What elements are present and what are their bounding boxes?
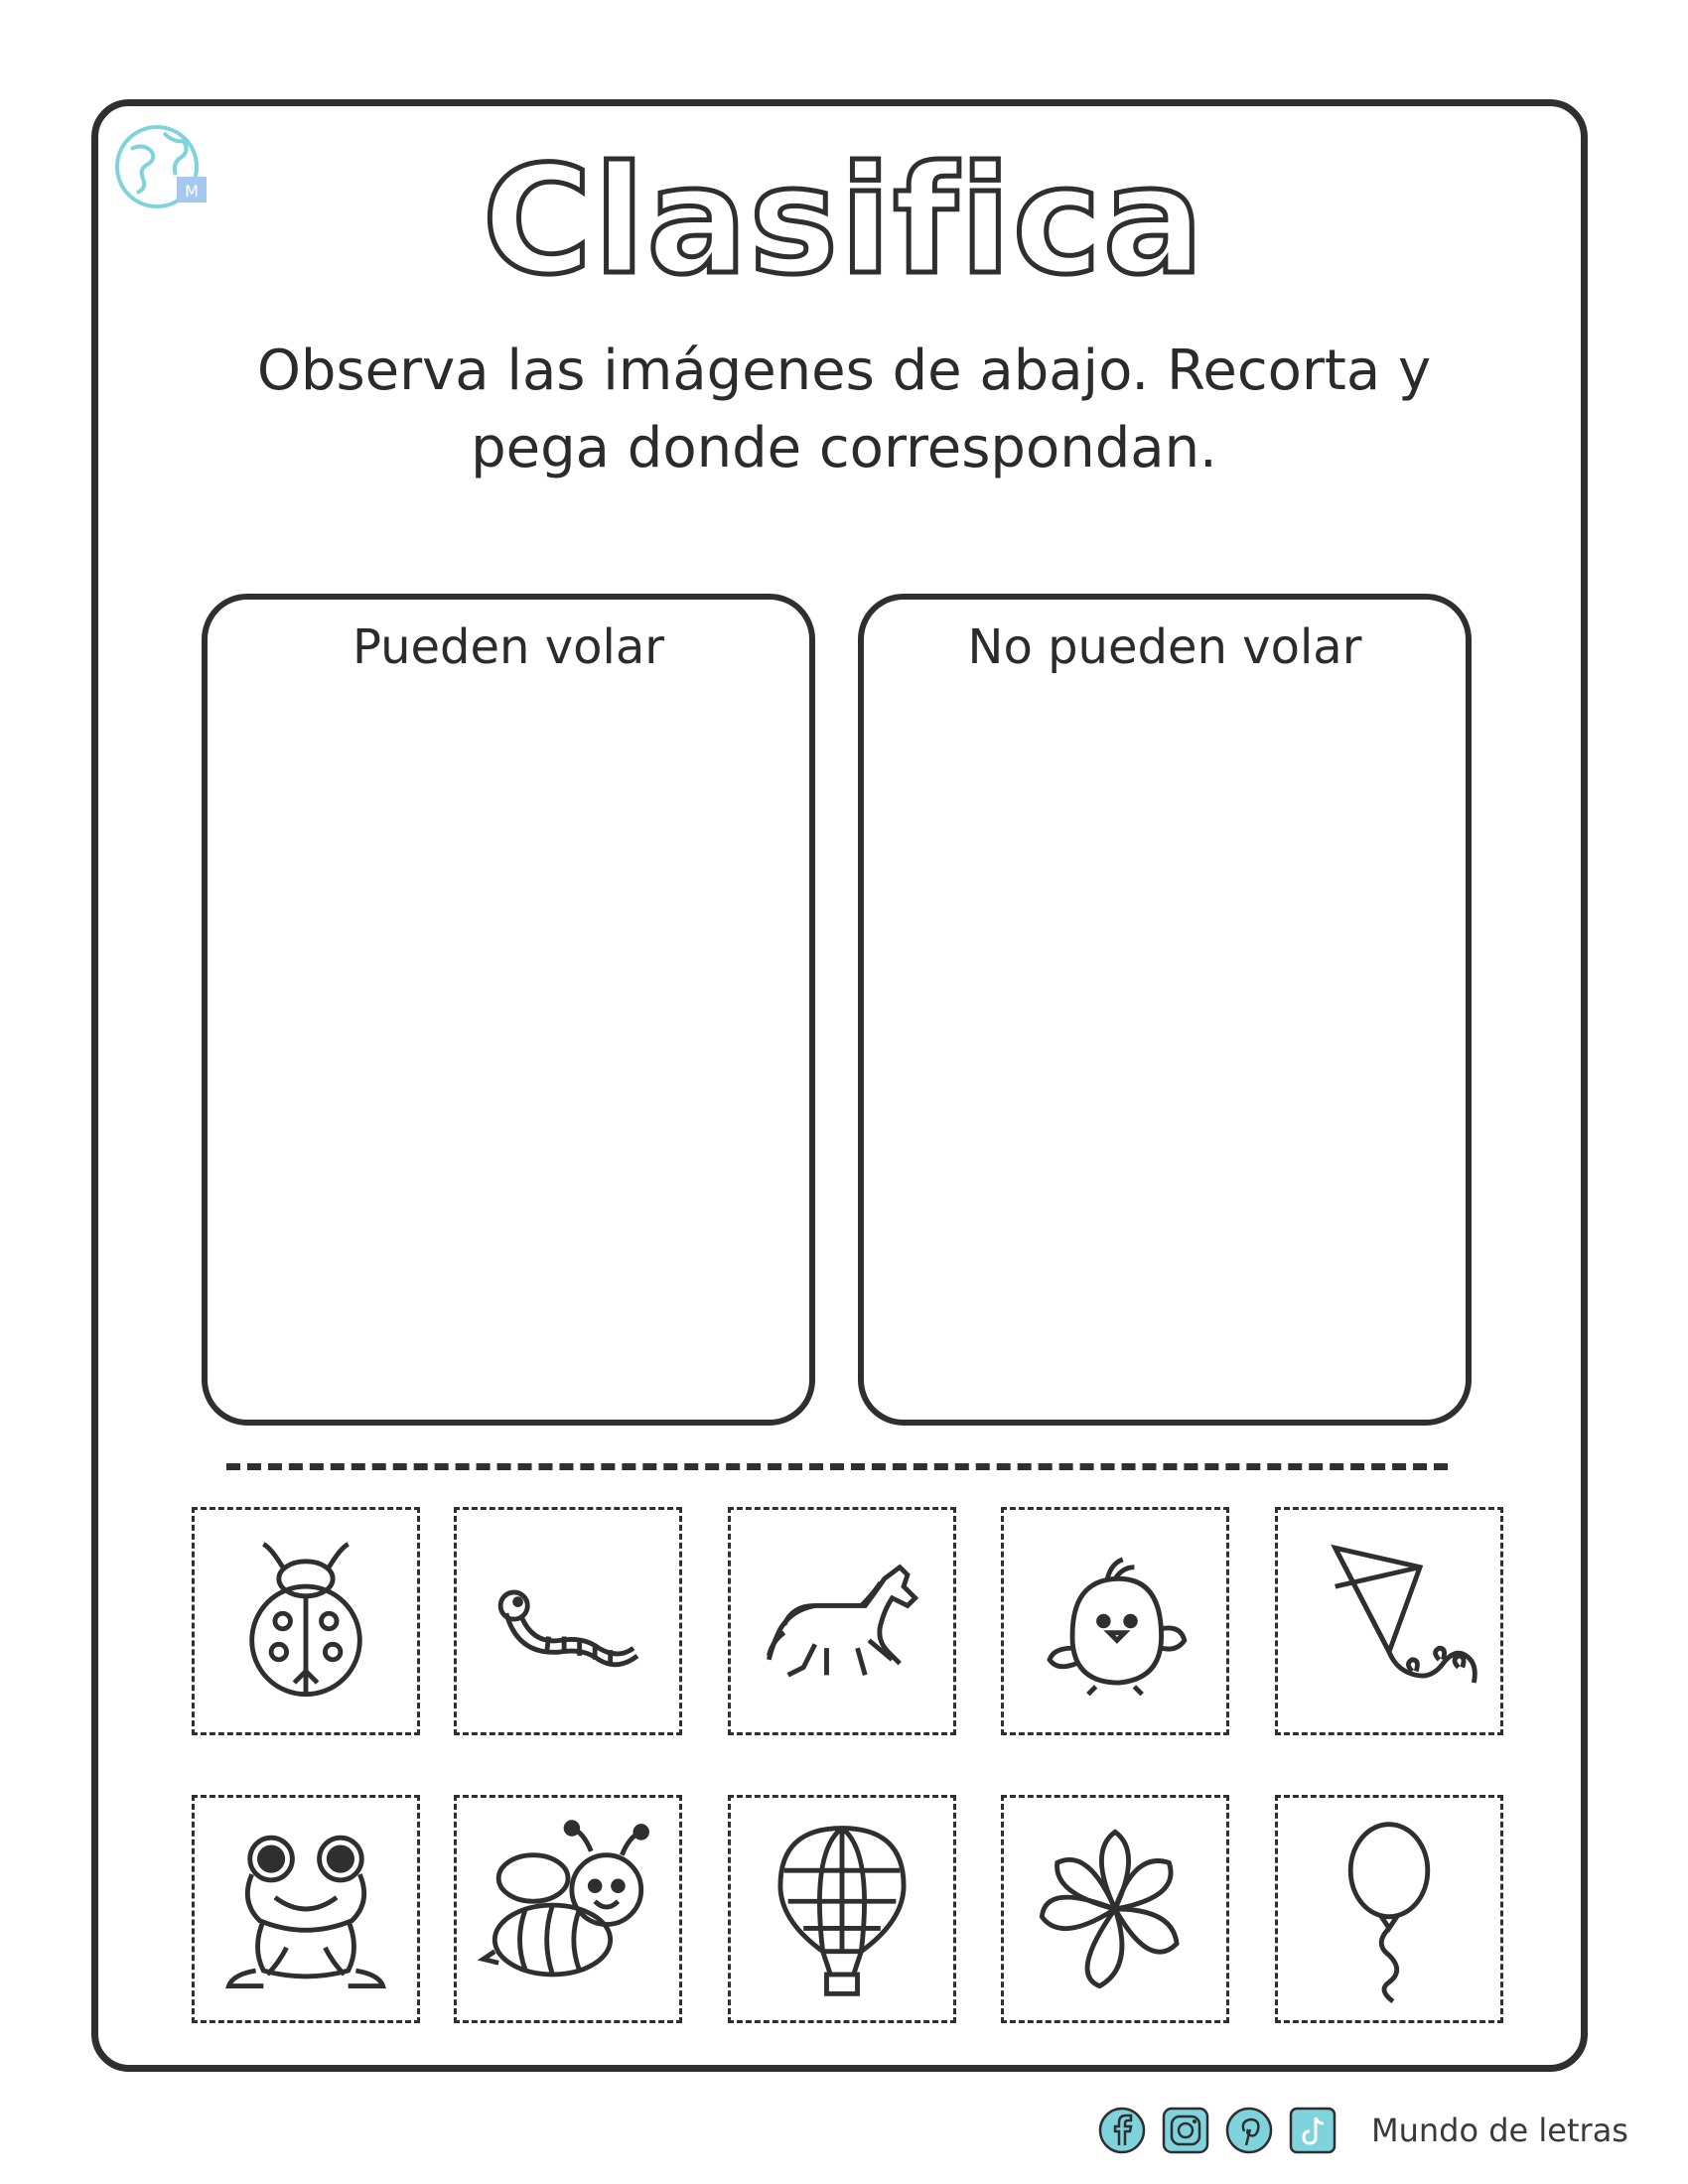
cutout-card-bee[interactable] [454, 1795, 682, 2023]
cutout-card-balloon[interactable] [1275, 1795, 1503, 2023]
instructions-line-2: pega donde correspondan. [471, 416, 1217, 480]
tiktok-icon[interactable] [1288, 2106, 1337, 2155]
cutout-card-hot-air-balloon[interactable] [728, 1795, 956, 2023]
cannot-fly-label: No pueden volar [967, 619, 1362, 675]
cutout-card-horse[interactable] [728, 1507, 956, 1735]
hot-air-balloon-icon [746, 1813, 938, 2005]
instructions [0, 333, 1688, 487]
instagram-icon[interactable] [1161, 2106, 1210, 2155]
page-title: Clasifica [482, 135, 1206, 308]
flower-icon [1019, 1813, 1211, 2005]
cut-line [226, 1463, 1448, 1470]
horse-icon [746, 1525, 938, 1717]
cutout-card-ladybug[interactable] [192, 1507, 420, 1735]
cutout-card-frog[interactable] [192, 1795, 420, 2023]
balloon-icon [1293, 1813, 1485, 2005]
cutout-card-kite[interactable] [1275, 1507, 1503, 1735]
worm-icon [472, 1525, 664, 1717]
instructions-line-1: Observa las imágenes de abajo. Recorta y [256, 339, 1432, 403]
cutout-card-flower[interactable] [1001, 1795, 1229, 2023]
bee-icon [472, 1813, 664, 2005]
facebook-icon[interactable] [1097, 2106, 1147, 2155]
ladybug-icon [210, 1525, 402, 1717]
can-fly-box[interactable] [202, 594, 815, 1426]
brand-name: Mundo de letras [1371, 2112, 1628, 2149]
frog-icon [210, 1813, 402, 2005]
footer [1097, 2103, 1628, 2158]
svg-text:M: M [185, 182, 199, 201]
cutout-card-worm[interactable] [454, 1507, 682, 1735]
kite-icon [1293, 1525, 1485, 1717]
chick-icon [1019, 1525, 1211, 1717]
cannot-fly-box[interactable] [858, 594, 1472, 1426]
cutout-card-chick[interactable] [1001, 1507, 1229, 1735]
can-fly-label: Pueden volar [352, 619, 664, 675]
pinterest-icon[interactable] [1224, 2106, 1274, 2155]
